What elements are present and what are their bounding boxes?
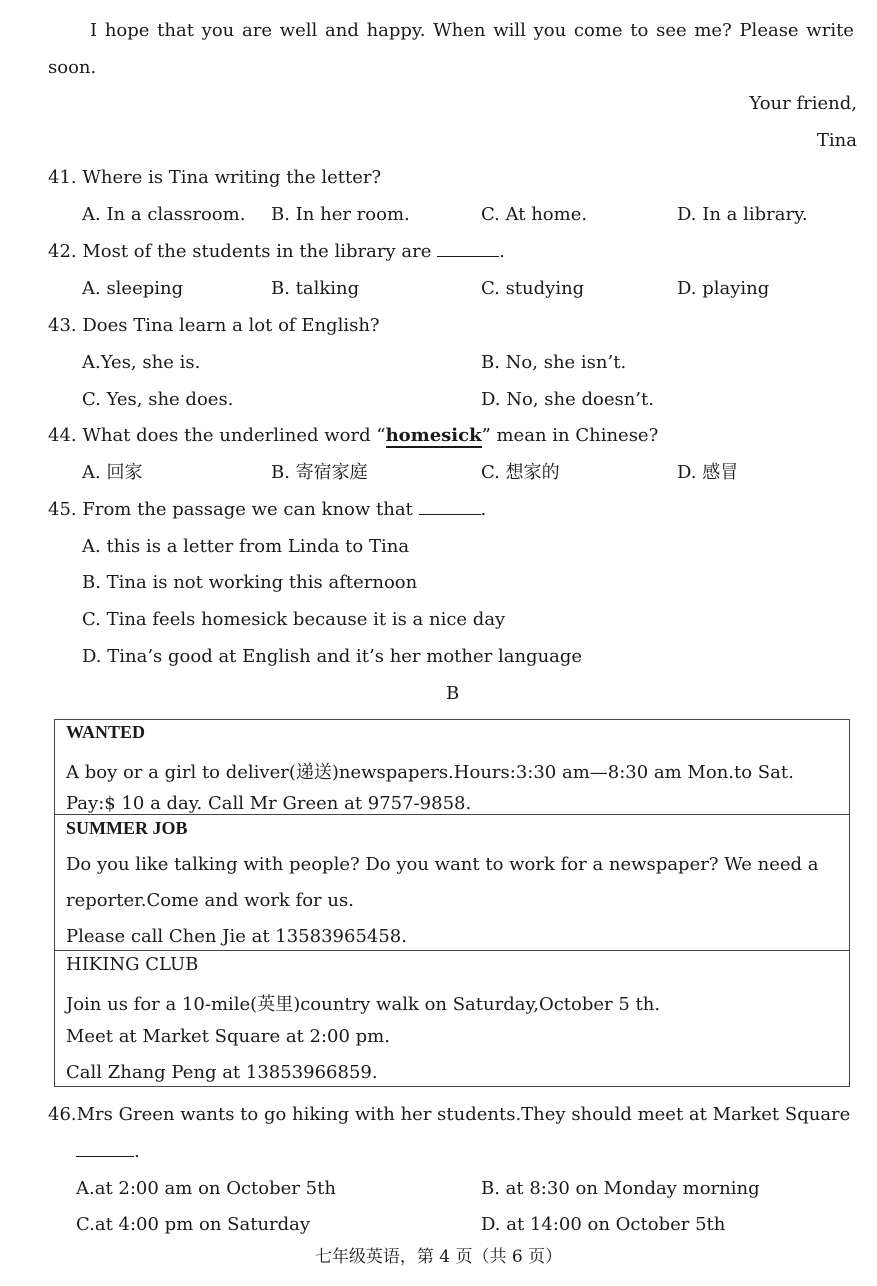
question-43-option-a: A.Yes, she is. xyxy=(82,352,201,373)
letter-signature: Tina xyxy=(816,130,857,151)
ad-wanted-title: WANTED xyxy=(66,722,146,742)
question-45-option-c: C. Tina feels homesick because it is a nice day xyxy=(82,609,506,630)
question-42-option-a: A. sleeping xyxy=(82,278,184,299)
question-46-option-c: C.at 4:00 pm on Saturday xyxy=(76,1214,311,1235)
question-41-stem: 41. Where is Tina writing the letter? xyxy=(48,167,382,188)
question-45-option-d: D. Tina’s good at English and it’s her mother language xyxy=(82,646,583,667)
question-44-stem xyxy=(48,425,658,447)
question-43-stem: 43. Does Tina learn a lot of English? xyxy=(48,315,380,336)
question-45-option-b: B. Tina is not working this afternoon xyxy=(82,572,418,593)
answer-blank xyxy=(437,241,499,257)
question-44-option-d: D. 感冒 xyxy=(677,462,739,483)
ad-hiking-club-line-2: Meet at Market Square at 2:00 pm. xyxy=(66,1026,390,1047)
ad-summer-job-line-3: Please call Chen Jie at 13583965458. xyxy=(66,926,407,947)
question-41-option-c: C. At home. xyxy=(481,204,588,225)
question-44-option-b: B. 寄宿家庭 xyxy=(271,462,368,483)
question-42-option-c: C. studying xyxy=(481,278,585,299)
question-46-stem: 46.Mrs Green wants to go hiking with her students.They should meet at Market Square xyxy=(48,1104,851,1125)
question-45-stem-end: . xyxy=(480,499,487,520)
question-45-stem xyxy=(48,499,486,521)
ad-hiking-club xyxy=(54,950,850,1087)
question-41-option-a: A. In a classroom. xyxy=(82,204,246,225)
letter-paragraph-line-1: I hope that you are well and happy. When will you come to see me? Please write xyxy=(90,20,854,41)
ad-summer-job-title: SUMMER JOB xyxy=(66,818,188,838)
question-46-blank-line xyxy=(76,1141,140,1163)
question-43-option-d: D. No, she doesn’t. xyxy=(481,389,654,410)
ad-hiking-club-line-1: Join us for a 10-mile(英里)country walk on Saturday,October 5 th. xyxy=(66,994,661,1015)
ad-summer-job-line-2: reporter.Come and work for us. xyxy=(66,890,354,911)
question-44-option-c: C. 想家的 xyxy=(481,462,560,483)
question-42-stem-text: 42. Most of the students in the library are xyxy=(48,241,432,262)
question-46-stem-end: . xyxy=(134,1141,140,1162)
question-45-stem-text: 45. From the passage we can know that xyxy=(48,499,413,520)
ad-wanted xyxy=(54,719,850,815)
question-46-option-d: D. at 14:00 on October 5th xyxy=(481,1214,726,1235)
question-43-option-b: B. No, she isn’t. xyxy=(481,352,627,373)
section-b-heading: B xyxy=(446,683,460,704)
question-42-option-d: D. playing xyxy=(677,278,770,299)
question-44-option-a: A. 回家 xyxy=(82,462,143,483)
ad-wanted-line-2: Pay:$ 10 a day. Call Mr Green at 9757-9858. xyxy=(66,793,472,814)
question-45-option-a: A. this is a letter from Linda to Tina xyxy=(82,536,410,557)
question-41-option-d: D. In a library. xyxy=(677,204,808,225)
question-46-option-a: A.at 2:00 am on October 5th xyxy=(76,1178,336,1199)
letter-paragraph-line-2: soon. xyxy=(48,57,97,78)
ad-hiking-club-line-3: Call Zhang Peng at 13853966859. xyxy=(66,1062,378,1083)
ad-hiking-club-title: HIKING CLUB xyxy=(66,954,199,975)
ad-summer-job-line-1: Do you like talking with people? Do you want to work for a newspaper? We need a xyxy=(66,854,819,875)
question-41-option-b: B. In her room. xyxy=(271,204,410,225)
question-44-stem-text: 44. What does the underlined word “ xyxy=(48,425,386,446)
question-43-option-c: C. Yes, she does. xyxy=(82,389,234,410)
question-42-option-b: B. talking xyxy=(271,278,360,299)
page-footer: 七年级英语，第 4 页（共 6 页） xyxy=(314,1247,563,1267)
question-42-stem xyxy=(48,241,505,263)
answer-blank xyxy=(76,1141,134,1157)
ad-summer-job xyxy=(54,814,850,951)
question-46-option-b: B. at 8:30 on Monday morning xyxy=(481,1178,760,1199)
question-44-stem-end: ” mean in Chinese? xyxy=(481,425,659,446)
answer-blank xyxy=(419,499,481,515)
underlined-word-homesick: homesick xyxy=(385,425,482,446)
ad-wanted-line-1: A boy or a girl to deliver(递送)newspapers.Hours:3:30 am—8:30 am Mon.to Sat. xyxy=(66,762,794,783)
question-42-stem-end: . xyxy=(499,241,505,262)
letter-closing: Your friend, xyxy=(749,93,857,114)
